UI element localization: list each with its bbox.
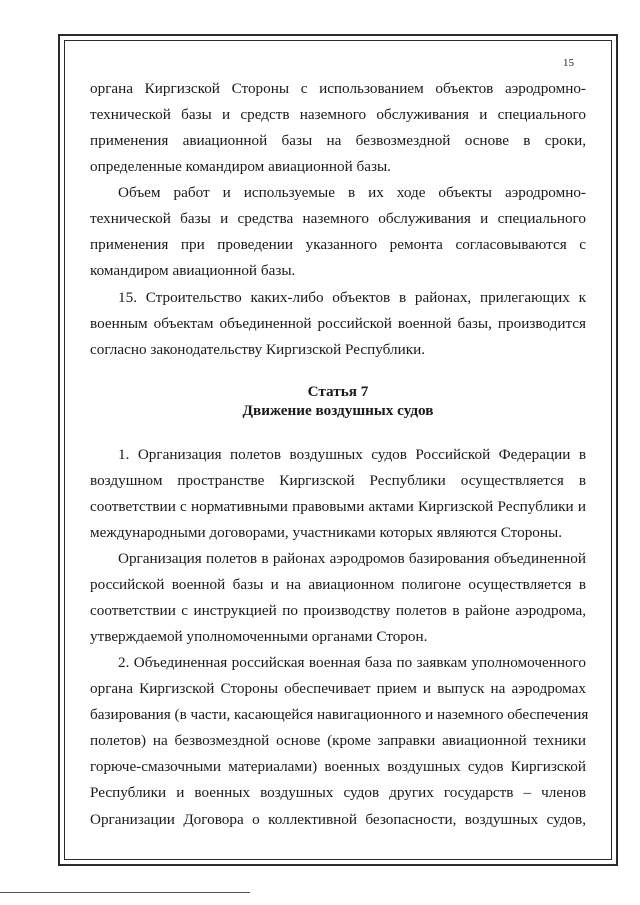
article-paragraph-2 bbox=[90, 546, 586, 650]
text-line: технической базы и средства наземного обслуживания и специального bbox=[90, 210, 586, 228]
text-line: применения авиационной базы на безвозмездной основе в сроки, bbox=[90, 132, 586, 150]
text-line: воздушном пространстве Киргизской Республики осуществляется в bbox=[90, 472, 586, 490]
page-number: 15 bbox=[563, 57, 574, 69]
text-line: утверждаемой уполномоченными органами Сторон. bbox=[90, 628, 428, 646]
text-line: Организация полетов в районах аэродромов базирования объединенной bbox=[118, 550, 586, 567]
text-line: 2. Объединенная российская военная база по заявкам уполномоченного bbox=[118, 654, 586, 671]
footer-rule bbox=[0, 892, 250, 893]
text-line: органа Киргизской Стороны с использованием объектов аэродромно- bbox=[90, 80, 586, 97]
text-line: согласно законодательству Киргизской Республики. bbox=[90, 341, 426, 359]
text-line: командиром авиационной базы. bbox=[90, 262, 296, 280]
paragraph-continuation bbox=[90, 76, 586, 180]
article-title: Движение воздушных судов bbox=[242, 402, 434, 419]
text-line: соответствии с инструкцией по производству полетов в районе аэродрома, bbox=[90, 602, 586, 620]
text-line: органа Киргизской Стороны обеспечивает прием и выпуск на аэродромах bbox=[90, 680, 586, 698]
text-line: технической базы и средств наземного обслуживания и специального bbox=[90, 106, 586, 124]
text-line: Организации Договора о коллективной безопасности, воздушных судов, bbox=[90, 810, 586, 828]
article-paragraph-3 bbox=[90, 650, 589, 833]
article-number: Статья 7 bbox=[307, 383, 369, 400]
text-line: российской военной базы и на авиационном полигоне осуществляется в bbox=[90, 576, 586, 594]
text-line: военным объектам объединенной российской военной базы, производится bbox=[90, 315, 586, 333]
text-line: базирования (в части, касающейся навигационного и наземного обеспечения bbox=[90, 706, 589, 724]
paragraph-scope-of-work bbox=[90, 180, 586, 284]
text-line: Объем работ и используемые в их ходе объекты аэродромно- bbox=[118, 184, 586, 201]
text-line: соответствии с нормативными правовыми актами Киргизской Республики и bbox=[90, 498, 586, 516]
text-line: применения при проведении указанного ремонта согласовываются с bbox=[90, 236, 586, 254]
text-line: 15. Строительство каких-либо объектов в районах, прилегающих к bbox=[118, 289, 586, 306]
text-line: определенные командиром авиационной базы. bbox=[90, 158, 391, 176]
text-line: горюче-смазочными материалами) военных воздушных судов Киргизской bbox=[90, 758, 586, 776]
paragraph-item-15 bbox=[90, 285, 586, 363]
text-line: Республики и военных воздушных судов других государств – членов bbox=[90, 784, 586, 802]
article-paragraph-1 bbox=[90, 442, 586, 546]
text-line: полетов) на безвозмездной основе (кроме заправки авиационной техники bbox=[90, 732, 586, 750]
text-line: 1. Организация полетов воздушных судов Российской Федерации в bbox=[118, 446, 586, 463]
text-line: международными договорами, участниками которых являются Стороны. bbox=[90, 524, 563, 542]
